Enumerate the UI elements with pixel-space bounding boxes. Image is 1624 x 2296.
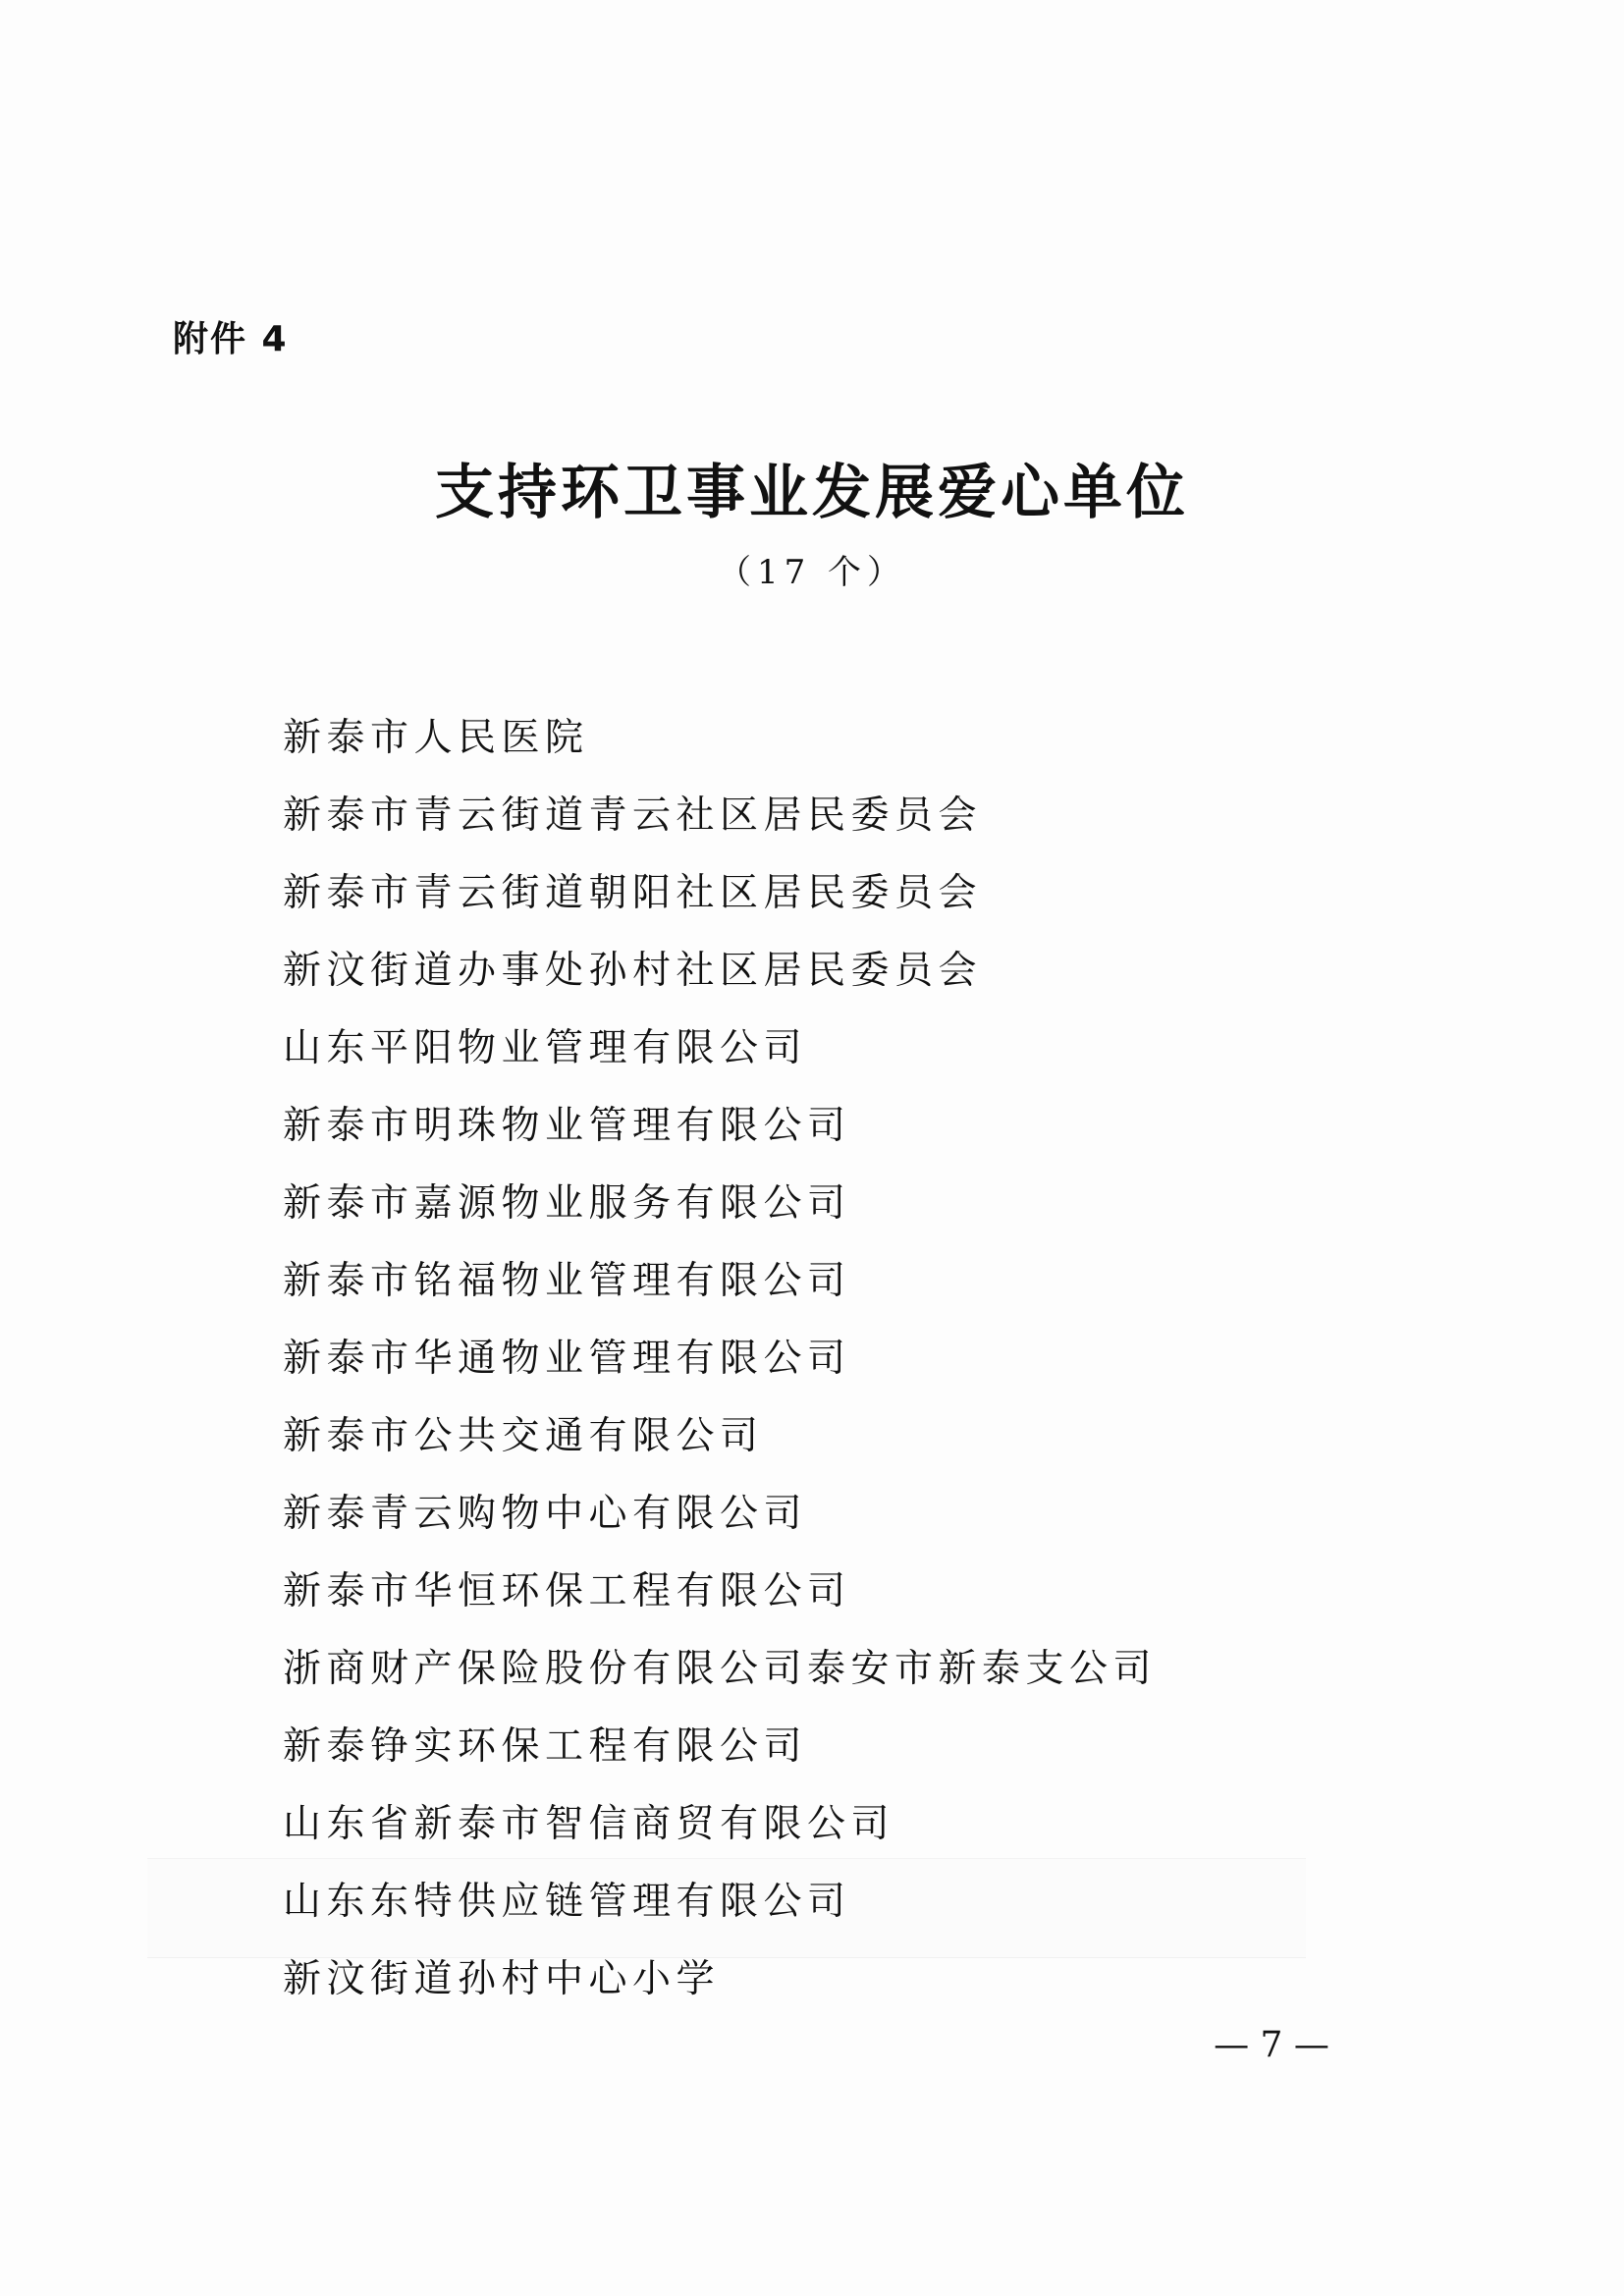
list-item: 浙商财产保险股份有限公司泰安市新泰支公司 (283, 1647, 1158, 1691)
unit-count-note: （17 个） (717, 553, 907, 592)
list-item: 山东平阳物业管理有限公司 (283, 1026, 808, 1070)
list-item: 新汶街道孙村中心小学 (283, 1957, 721, 2001)
document-title: 支持环卫事业发展爱心单位 (435, 459, 1189, 527)
page-number: — 7 — (1214, 2025, 1329, 2065)
list-item: 新泰市人民医院 (283, 716, 589, 760)
list-item: 新泰市铭福物业管理有限公司 (283, 1259, 851, 1303)
attachment-label: 附件 4 (173, 319, 289, 359)
list-item: 新泰市公共交通有限公司 (283, 1414, 764, 1458)
list-item: 新泰市华恒环保工程有限公司 (283, 1569, 851, 1613)
list-item: 新泰市华通物业管理有限公司 (283, 1337, 851, 1381)
list-item: 新泰青云购物中心有限公司 (283, 1492, 808, 1536)
list-item: 新泰市青云街道青云社区居民委员会 (283, 793, 983, 838)
list-item: 新泰市明珠物业管理有限公司 (283, 1104, 851, 1148)
list-item: 新泰市青云街道朝阳社区居民委员会 (283, 871, 983, 915)
list-item: 新泰市嘉源物业服务有限公司 (283, 1181, 851, 1226)
unit-list (283, 707, 1157, 2026)
list-item: 山东东特供应链管理有限公司 (283, 1880, 851, 1924)
list-item: 新泰铮实环保工程有限公司 (283, 1724, 808, 1769)
list-item: 山东省新泰市智信商贸有限公司 (283, 1802, 895, 1846)
list-item: 新汶街道办事处孙村社区居民委员会 (283, 949, 983, 993)
